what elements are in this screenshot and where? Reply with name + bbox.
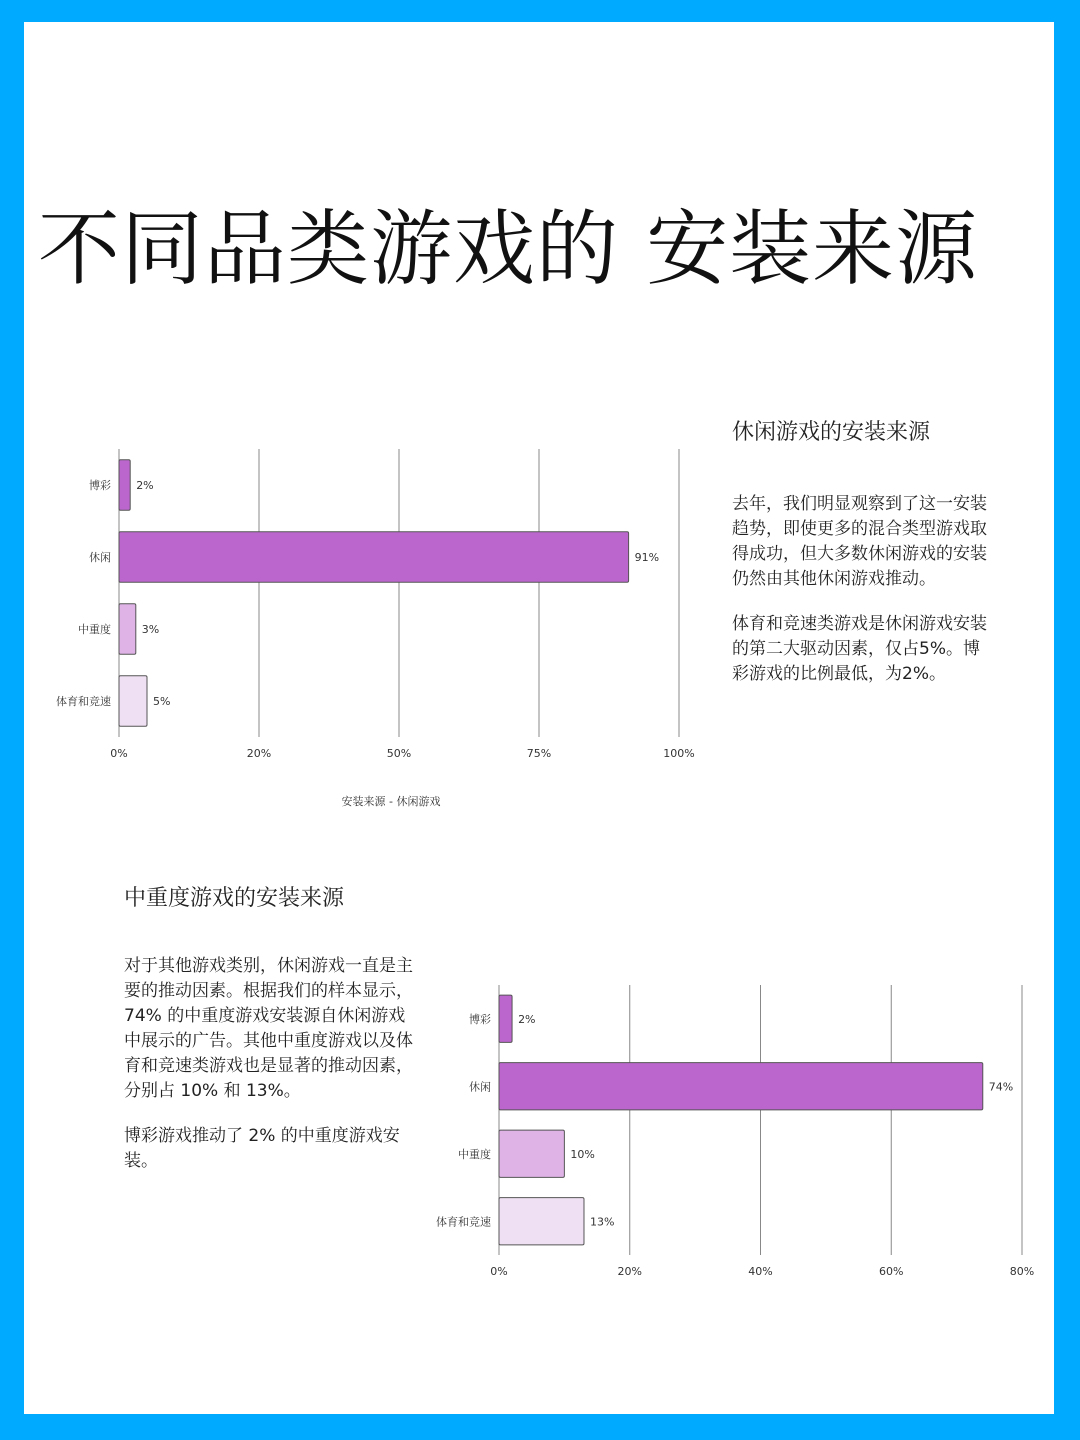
x-tick-label: 20% [246, 747, 272, 760]
x-tick-label: 0% [490, 1265, 508, 1278]
page-title: 不同品类游戏的 安装来源 [38, 202, 979, 297]
x-tick-label: 0% [110, 747, 128, 760]
paragraph: 体育和竞速类游戏是休闲游戏安装的第二大驱动因素，仅占5%。博彩游戏的比例最低，为2%。 [732, 614, 987, 684]
bar [499, 1130, 564, 1177]
casual-install-source-chart [44, 422, 724, 812]
data-label: 13% [589, 1215, 615, 1229]
section-heading: 休闲游戏的安装来源 [732, 420, 931, 445]
bar [119, 460, 130, 510]
data-label: 10% [570, 1147, 595, 1161]
category-label: 休闲 [89, 551, 111, 564]
category-label: 体育和竞速 [56, 695, 111, 708]
paragraph: 对于其他游戏类别，休闲游戏一直是主要的推动因素。根据我们的样本显示，74% 的中重度游戏安装源自休闲游戏中展示的广告。其他中重度游戏以及体育和竞速类游戏也是显著的推动因素，分别占 10% 和 13%。 [124, 956, 413, 1101]
bar [499, 995, 512, 1042]
data-label: 74% [988, 1080, 1014, 1094]
data-label: 2% [518, 1012, 536, 1026]
midcore-section-text [124, 884, 414, 1194]
midcore-install-source-chart [424, 957, 1044, 1297]
x-tick-label: 100% [663, 747, 695, 760]
paragraph: 博彩游戏推动了 2% 的中重度游戏安装。 [124, 1126, 400, 1171]
bar [499, 1198, 584, 1245]
chart-1-svg [44, 422, 724, 812]
data-label: 91% [634, 551, 660, 564]
x-tick-label: 20% [617, 1265, 642, 1278]
bar [119, 532, 629, 582]
x-tick-label: 50% [386, 747, 412, 760]
chart-2-svg [424, 957, 1044, 1297]
paragraph: 去年，我们明显观察到了这一安装趋势，即使更多的混合类型游戏取得成功，但大多数休闲游戏的安装仍然由其他休闲游戏推动。 [732, 494, 987, 589]
x-tick-label: 60% [879, 1265, 904, 1278]
bar [119, 604, 136, 654]
category-label: 休闲 [469, 1080, 491, 1094]
x-tick-label: 40% [748, 1265, 773, 1278]
x-axis-label: 安装来源 - 休闲游戏 [341, 795, 441, 808]
content-panel [24, 22, 1054, 1414]
bar [499, 1063, 983, 1110]
data-label: 5% [153, 695, 171, 708]
category-label: 博彩 [89, 479, 111, 492]
section-heading: 中重度游戏的安装来源 [124, 886, 345, 911]
data-label: 2% [136, 479, 154, 492]
bar [119, 676, 147, 726]
category-label: 体育和竞速 [436, 1215, 491, 1229]
x-tick-label: 75% [526, 747, 552, 760]
category-label: 博彩 [469, 1012, 491, 1026]
casual-section-text [732, 418, 996, 707]
data-label: 3% [141, 623, 160, 636]
category-label: 中重度 [78, 623, 111, 636]
category-label: 中重度 [458, 1147, 491, 1161]
x-tick-label: 80% [1009, 1265, 1035, 1278]
